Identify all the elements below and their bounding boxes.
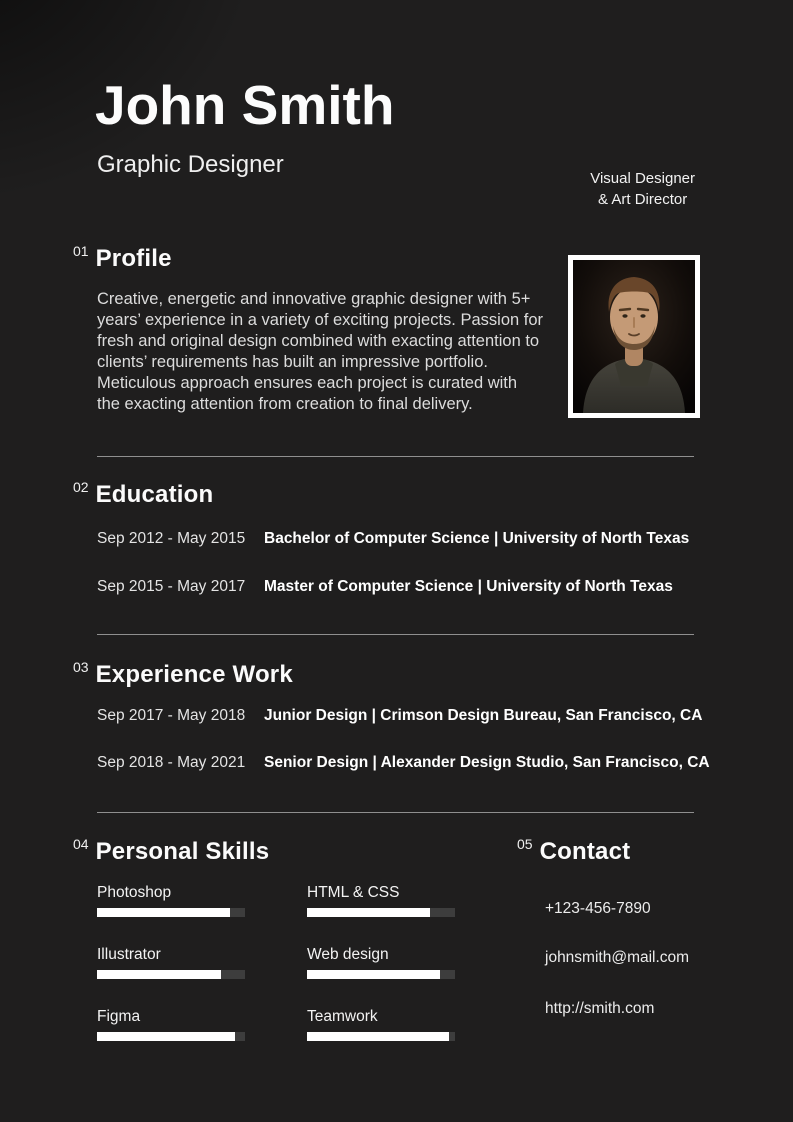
skill-bar-track <box>97 1032 245 1041</box>
profile-photo <box>568 255 700 418</box>
skill-label: Illustrator <box>97 946 161 963</box>
skill-item <box>97 946 245 979</box>
education-dates: Sep 2012 - May 2015 <box>97 530 246 547</box>
skill-label: Figma <box>97 1008 141 1025</box>
skill-item <box>307 1008 455 1041</box>
education-detail: Bachelor of Computer Science | University of North Texas <box>264 530 690 547</box>
skill-item <box>97 884 245 917</box>
experience-row <box>97 707 702 725</box>
experience-row <box>97 754 710 772</box>
contact-section-number: 05 <box>517 836 533 852</box>
experience-dates: Sep 2018 - May 2021 <box>97 754 246 771</box>
skill-bar-fill <box>97 908 230 917</box>
skills-grid <box>97 884 455 1041</box>
section-profile-heading <box>73 243 172 271</box>
experience-section-number: 03 <box>73 659 89 675</box>
header-tagline <box>590 168 695 210</box>
divider <box>97 812 694 813</box>
skills-section-title: Personal Skills <box>95 838 270 865</box>
person-name: John Smith <box>95 74 395 136</box>
skill-bar-track <box>97 908 245 917</box>
education-row <box>97 530 689 548</box>
skill-label: Photoshop <box>97 884 172 901</box>
experience-detail: Junior Design | Crimson Design Bureau, San Francisco, CA <box>264 707 703 724</box>
divider <box>97 634 694 635</box>
skill-bar-track <box>97 970 245 979</box>
skill-label: Web design <box>307 946 389 963</box>
portrait-illustration <box>573 260 695 413</box>
experience-dates: Sep 2017 - May 2018 <box>97 707 246 724</box>
skills-section-number: 04 <box>73 836 89 852</box>
experience-detail: Senior Design | Alexander Design Studio, San Francisco, CA <box>264 754 710 771</box>
skill-bar-track <box>307 908 455 917</box>
skill-label: Teamwork <box>307 1008 378 1025</box>
skill-bar-fill <box>307 1032 449 1041</box>
skill-item <box>307 884 455 917</box>
education-section-number: 02 <box>73 479 89 495</box>
profile-text: Creative, energetic and innovative graphic designer with 5+ years’ experience in a variety of exciting projects. Passion for fresh and original design combined with exacting attention to clients’ requirements has built an impressive portfolio. Meticulous approach ensures each project is curated with the exacting attention from creation to final delivery. <box>97 290 544 413</box>
skill-item <box>97 1008 245 1041</box>
skill-bar-track <box>307 1032 455 1041</box>
profile-section-number: 01 <box>73 243 89 259</box>
divider <box>97 456 694 457</box>
contact-email[interactable]: johnsmith@mail.com <box>545 949 690 966</box>
education-dates: Sep 2015 - May 2017 <box>97 578 246 595</box>
contact-website[interactable]: http://smith.com <box>545 1000 655 1017</box>
tagline-line-2: & Art Director <box>598 191 688 208</box>
person-role: Graphic Designer <box>97 151 284 178</box>
section-experience-heading <box>73 659 293 687</box>
tagline-line-1: Visual Designer <box>590 170 695 187</box>
section-contact-heading <box>517 836 630 864</box>
section-education-heading <box>73 479 213 507</box>
education-row <box>97 578 673 596</box>
contact-phone[interactable]: +123-456-7890 <box>545 900 651 917</box>
contact-section-title: Contact <box>539 838 631 865</box>
profile-section-title: Profile <box>95 245 172 272</box>
education-section-title: Education <box>95 481 214 508</box>
education-detail: Master of Computer Science | University of North Texas <box>264 578 673 595</box>
skill-bar-fill <box>97 970 221 979</box>
skill-item <box>307 946 455 979</box>
skill-label: HTML & CSS <box>307 884 400 901</box>
skill-bar-fill <box>307 970 440 979</box>
experience-section-title: Experience Work <box>95 661 293 688</box>
skill-bar-fill <box>97 1032 235 1041</box>
section-skills-heading <box>73 836 269 864</box>
skill-bar-fill <box>307 908 430 917</box>
skill-bar-track <box>307 970 455 979</box>
